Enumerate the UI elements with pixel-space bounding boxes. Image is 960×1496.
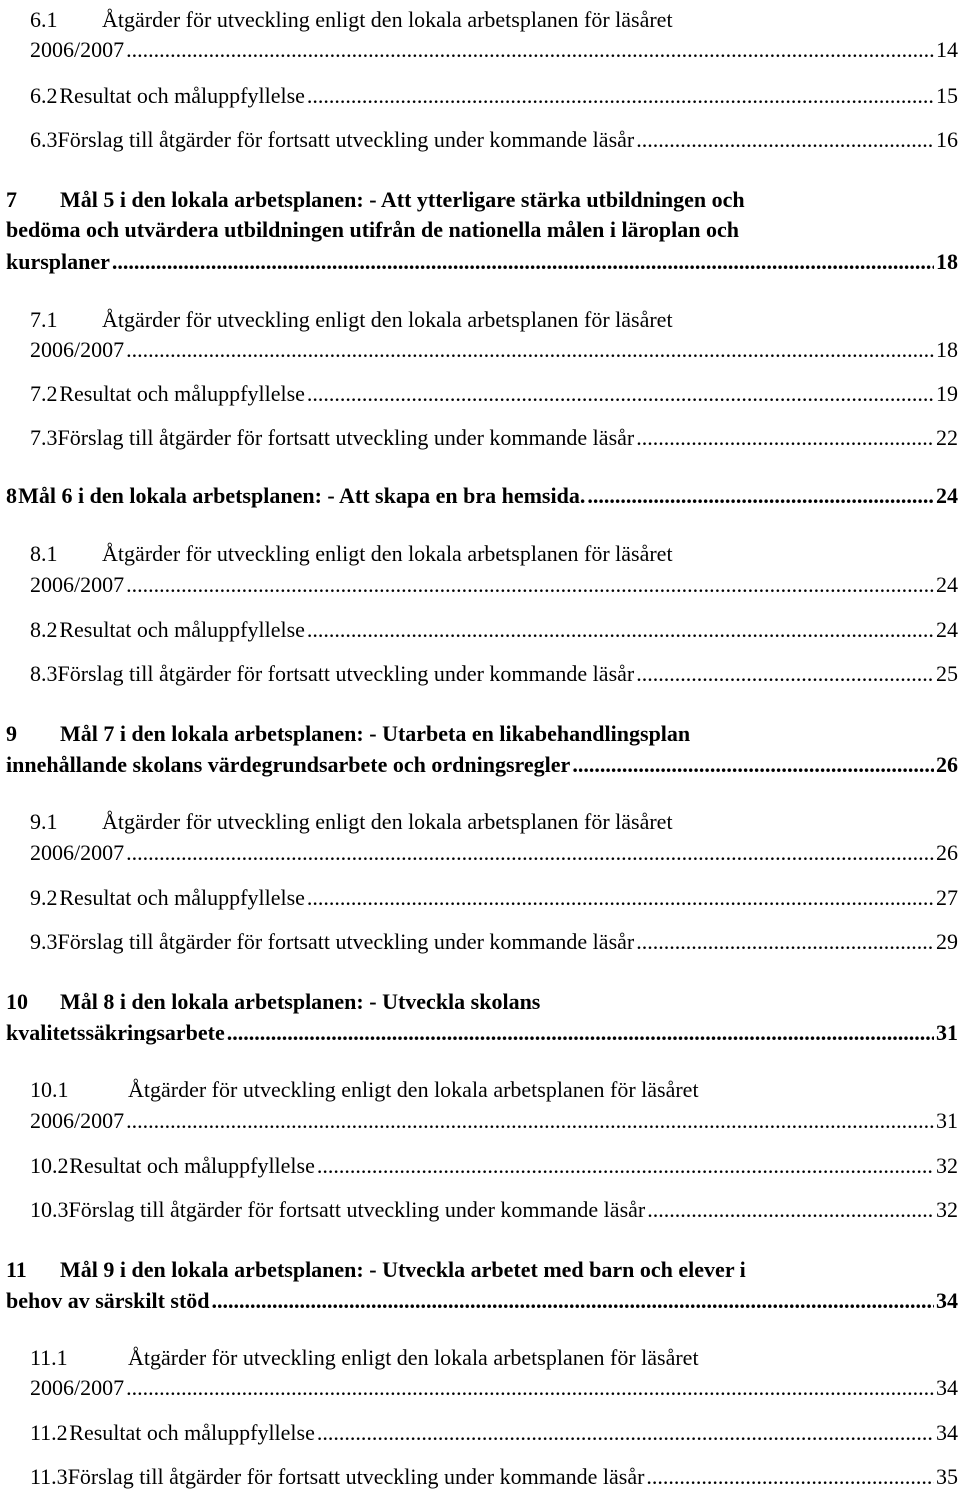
toc-chapter-9-line2[interactable] [6, 751, 958, 779]
toc-number: 10.1 [30, 1077, 69, 1102]
toc-number: 10 [6, 989, 28, 1014]
toc-entry-11-2[interactable] [30, 1419, 958, 1447]
toc-number: 11.2 [30, 1420, 68, 1445]
toc-entry-11-1-title[interactable] [30, 1344, 699, 1372]
toc-number: 6.1 [30, 7, 58, 32]
toc-title: Förslag till åtgärder för fortsatt utveckling under kommande läsår [57, 661, 635, 686]
dot-leader [126, 571, 934, 599]
toc-entry-6-3[interactable] [30, 126, 958, 154]
toc-number: 7.2 [30, 381, 58, 406]
toc-page-number: 27 [936, 885, 958, 910]
toc-title: Förslag till åtgärder för fortsatt utveckling under kommande läsår [67, 1464, 645, 1489]
toc-number: 8.3 [30, 661, 58, 686]
toc-number: 11.1 [30, 1345, 68, 1370]
toc-number: 9.2 [30, 885, 58, 910]
toc-entry-8-2[interactable] [30, 616, 958, 644]
toc-page-number: 26 [936, 752, 958, 777]
toc-number: 7.1 [30, 307, 58, 332]
dot-leader [646, 1463, 934, 1491]
toc-title: Mål 5 i den lokala arbetsplanen: - Att ytterligare stärka utbildningen och [60, 187, 745, 212]
dot-leader [636, 660, 934, 688]
toc-entry-8-1-title[interactable] [30, 540, 673, 568]
toc-title: Mål 9 i den lokala arbetsplanen: - Utveckla arbetet med barn och elever i [60, 1257, 746, 1282]
toc-title: Åtgärder för utveckling enligt den lokala arbetsplanen för läsåret [102, 809, 673, 834]
toc-title-cont: 2006/2007 [30, 840, 125, 865]
toc-number: 11 [6, 1257, 27, 1282]
toc-title: Åtgärder för utveckling enligt den lokala arbetsplanen för läsåret [128, 1345, 699, 1370]
toc-number: 6.3 [30, 127, 58, 152]
dot-leader [126, 1374, 934, 1402]
toc-title-cont: 2006/2007 [30, 1375, 125, 1400]
toc-title: Förslag till åtgärder för fortsatt utveckling under kommande läsår [68, 1197, 646, 1222]
toc-entry-7-3[interactable] [30, 424, 958, 452]
dot-leader [227, 1019, 934, 1047]
toc-title-cont: behov av särskilt stöd [6, 1288, 210, 1313]
toc-page-number: 25 [936, 661, 958, 686]
toc-entry-8-1-cont[interactable] [30, 571, 958, 599]
toc-title: Resultat och måluppfyllelse [59, 83, 305, 108]
toc-title-cont: kvalitetssäkringsarbete [6, 1020, 225, 1045]
dot-leader [112, 248, 934, 276]
toc-title: Resultat och måluppfyllelse [59, 617, 305, 642]
toc-page-number: 26 [936, 840, 958, 865]
toc-number: 9 [6, 721, 17, 746]
toc-title: Resultat och måluppfyllelse [59, 885, 305, 910]
toc-title: Åtgärder för utveckling enligt den lokala arbetsplanen för läsåret [102, 307, 673, 332]
toc-number: 8.1 [30, 541, 58, 566]
toc-number: 8.2 [30, 617, 58, 642]
toc-number: 11.3 [30, 1464, 68, 1489]
toc-chapter-7-line2[interactable] [6, 216, 739, 244]
toc-title: Förslag till åtgärder för fortsatt utveckling under kommande läsår [57, 425, 635, 450]
dot-leader [317, 1152, 934, 1180]
toc-entry-11-3[interactable] [30, 1463, 958, 1491]
toc-number: 10.3 [30, 1197, 69, 1222]
toc-number: 8 [6, 483, 17, 508]
toc-number: 7.3 [30, 425, 58, 450]
toc-page-number: 16 [936, 127, 958, 152]
toc-number: 10.2 [30, 1153, 69, 1178]
dot-leader [636, 126, 934, 154]
toc-title: Mål 6 i den lokala arbetsplanen: - Att skapa en bra hemsida. [18, 483, 586, 508]
toc-entry-7-2[interactable] [30, 380, 958, 408]
toc-entry-7-1-title[interactable] [30, 306, 673, 334]
toc-page-number: 29 [936, 929, 958, 954]
toc-chapter-7-line1[interactable] [6, 186, 745, 214]
toc-page-number: 24 [936, 617, 958, 642]
toc-number: 6.2 [30, 83, 58, 108]
toc-title: Åtgärder för utveckling enligt den lokala arbetsplanen för läsåret [102, 541, 673, 566]
toc-page-number: 32 [936, 1153, 958, 1178]
dot-leader [587, 482, 934, 510]
toc-chapter-7-line3[interactable] [6, 248, 958, 276]
toc-title: Resultat och måluppfyllelse [69, 1153, 315, 1178]
toc-number: 7 [6, 187, 17, 212]
toc-title-cont: 2006/2007 [30, 572, 125, 597]
dot-leader [636, 928, 934, 956]
toc-entry-11-1-cont[interactable] [30, 1374, 958, 1402]
toc-page-number: 22 [936, 425, 958, 450]
toc-title-cont: bedöma och utvärdera utbildningen utifrån de nationella målen i läroplan och [6, 217, 740, 242]
toc-page-number: 24 [936, 572, 958, 597]
toc-page-number: 31 [936, 1020, 958, 1045]
dot-leader [572, 751, 934, 779]
toc-title: Resultat och måluppfyllelse [69, 1420, 315, 1445]
toc-entry-10-3[interactable] [30, 1196, 958, 1224]
toc-entry-10-1-cont[interactable] [30, 1107, 958, 1135]
dot-leader [647, 1196, 934, 1224]
toc-page-number: 19 [936, 381, 958, 406]
toc-entry-6-2[interactable] [30, 82, 958, 110]
toc-entry-7-1-cont[interactable] [30, 336, 958, 364]
toc-title-cont: 2006/2007 [30, 337, 125, 362]
toc-entry-9-1-cont[interactable] [30, 839, 958, 867]
toc-entry-9-2[interactable] [30, 884, 958, 912]
toc-title: Resultat och måluppfyllelse [59, 381, 305, 406]
dot-leader [307, 884, 934, 912]
toc-title: Förslag till åtgärder för fortsatt utveckling under kommande läsår [57, 929, 635, 954]
dot-leader [126, 839, 934, 867]
toc-title: Åtgärder för utveckling enligt den lokala arbetsplanen för läsåret [128, 1077, 699, 1102]
toc-title: Mål 8 i den lokala arbetsplanen: - Utveckla skolans [60, 989, 541, 1014]
toc-title-cont: innehållande skolans värdegrundsarbete och ordningsregler [6, 752, 571, 777]
toc-page-number: 32 [936, 1197, 958, 1222]
dot-leader [126, 336, 934, 364]
toc-entry-10-2[interactable] [30, 1152, 958, 1180]
toc-entry-9-1-title[interactable] [30, 808, 673, 836]
dot-leader [126, 1107, 934, 1135]
toc-number: 9.3 [30, 929, 58, 954]
dot-leader [212, 1287, 934, 1315]
toc-entry-6-1-title[interactable] [30, 6, 673, 34]
dot-leader [307, 82, 934, 110]
toc-page-number: 18 [936, 249, 958, 274]
dot-leader [636, 424, 934, 452]
toc-page-number: 14 [936, 37, 958, 62]
toc-chapter-10-line2[interactable] [6, 1019, 958, 1047]
toc-page-number: 34 [936, 1375, 958, 1400]
toc-chapter-11-line2[interactable] [6, 1287, 958, 1315]
toc-entry-8-3[interactable] [30, 660, 958, 688]
toc-page-number: 15 [936, 83, 958, 108]
toc-page-number: 18 [936, 337, 958, 362]
toc-page-number: 24 [936, 483, 958, 508]
toc-title: Förslag till åtgärder för fortsatt utveckling under kommande läsår [57, 127, 635, 152]
toc-title-cont: 2006/2007 [30, 37, 125, 62]
toc-page-number: 31 [936, 1108, 958, 1133]
toc-chapter-8[interactable] [6, 482, 958, 510]
toc-page-number: 35 [936, 1464, 958, 1489]
dot-leader [126, 36, 934, 64]
toc-number: 9.1 [30, 809, 58, 834]
toc-title-cont: kursplaner [6, 249, 110, 274]
toc-title: Mål 7 i den lokala arbetsplanen: - Utarbeta en likabehandlingsplan [60, 721, 691, 746]
toc-page-number: 34 [936, 1288, 958, 1313]
toc-page-number: 34 [936, 1420, 958, 1445]
dot-leader [307, 616, 934, 644]
toc-entry-10-1-title[interactable] [30, 1076, 699, 1104]
toc-chapter-9-line1[interactable] [6, 720, 690, 748]
toc-title-cont: 2006/2007 [30, 1108, 125, 1133]
dot-leader [317, 1419, 934, 1447]
dot-leader [307, 380, 934, 408]
toc-chapter-10-line1[interactable] [6, 988, 540, 1016]
toc-chapter-11-line1[interactable] [6, 1256, 746, 1284]
toc-entry-6-1-cont[interactable] [30, 36, 958, 64]
toc-entry-9-3[interactable] [30, 928, 958, 956]
toc-title: Åtgärder för utveckling enligt den lokala arbetsplanen för läsåret [102, 7, 673, 32]
